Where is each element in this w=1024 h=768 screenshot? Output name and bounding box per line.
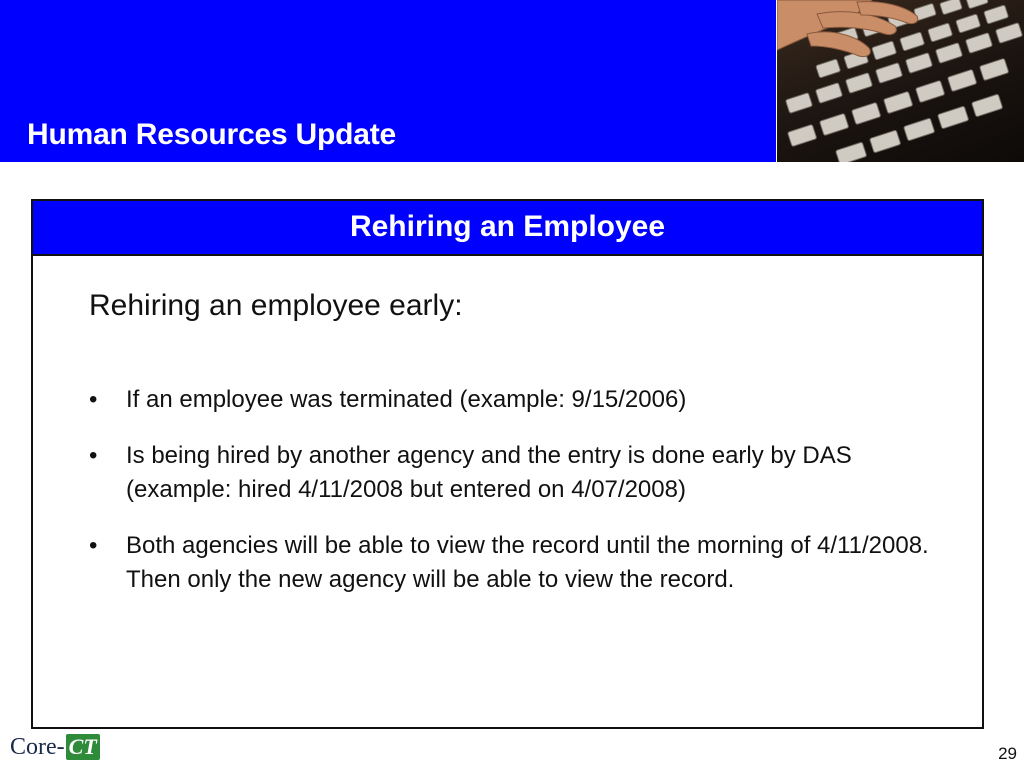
page-number: 29 <box>998 744 1017 763</box>
panel-title: Rehiring an Employee <box>33 201 982 256</box>
bullet-text: If an employee was terminated (example: 9/15/2006) <box>126 386 687 413</box>
keyboard-hands-photo <box>777 0 1024 162</box>
bullet-glyph: • <box>89 386 98 413</box>
panel-intro: Rehiring an employee early: <box>89 289 463 322</box>
list-item <box>89 383 949 417</box>
bullet-text: Both agencies will be able to view the record until the morning of 4/11/2008. Then only the new agency will be able to view the record. <box>126 532 929 593</box>
content-panel <box>31 199 984 729</box>
keyboard-photo-graphic <box>777 0 1024 162</box>
core-ct-logo <box>10 734 100 761</box>
list-item <box>89 529 949 597</box>
bullet-glyph: • <box>89 442 98 469</box>
logo-ct-badge: CT <box>66 734 100 760</box>
page-title: Human Resources Update <box>27 118 397 151</box>
bullet-list <box>89 383 949 619</box>
logo-text: Core- <box>10 734 65 760</box>
list-item <box>89 439 949 507</box>
bullet-glyph: • <box>89 532 98 559</box>
bullet-text: Is being hired by another agency and the entry is done early by DAS (example: hired 4/11/2008 but entered on 4/07/2008) <box>126 442 852 503</box>
header-band <box>0 0 776 162</box>
